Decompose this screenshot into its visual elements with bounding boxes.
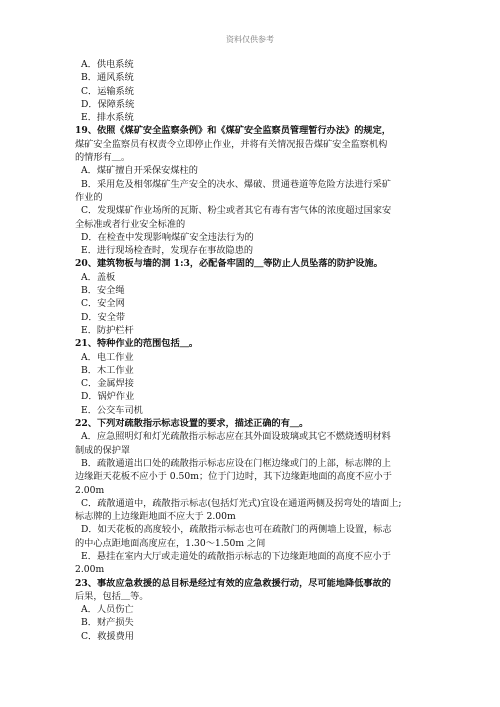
text-line: 2.00m <box>75 484 105 496</box>
question-line: 21、特种作业的范围包括＿。 <box>75 338 199 350</box>
option-line: A．人员伤亡 <box>81 604 134 616</box>
option-line: C．安全网 <box>81 298 125 310</box>
text-line: 的中心点距地面高度应在，1.30～1.50m 之间 <box>75 537 266 549</box>
option-line: B．通风系统 <box>81 72 134 84</box>
page-header: 资料仅供参考 <box>226 35 274 44</box>
option-line: C．疏散通道中，疏散指示标志(包括灯光式)宜设在通道两侧及拐弯处的墙面上; <box>81 497 402 509</box>
option-line: B．木工作业 <box>81 364 134 376</box>
text-line: 煤矿安全监察员有权责令立即停止作业，并将有关情况报告煤矿安全监察机构 <box>75 138 388 150</box>
option-line: B．疏散通道出口处的疏散指示标志应设在门框边缘或门的上部，标志牌的上 <box>81 457 391 469</box>
option-line: A．煤矿擅自开采保安煤柱的 <box>81 165 198 177</box>
option-line: E．悬挂在室内大厅或走道处的疏散指示标志的下边缘距地面的高度不应小于 <box>81 550 391 562</box>
text-line: 的情形有＿。 <box>75 152 131 164</box>
option-line: B．采用危及相邻煤矿生产安全的决水、爆破、贯通巷道等危险方法进行采矿 <box>81 178 391 190</box>
text-line: 2.00m <box>75 564 105 576</box>
option-line: B．财产损失 <box>81 617 134 629</box>
text-line: 作业的 <box>75 191 103 203</box>
option-line: D．安全带 <box>81 311 126 323</box>
option-line: D．保障系统 <box>81 98 135 110</box>
option-line: E．公交车司机 <box>81 404 143 416</box>
option-line: E．排水系统 <box>81 112 134 124</box>
option-line: A．电工作业 <box>81 351 134 363</box>
option-line: E．防护栏杆 <box>81 324 134 336</box>
text-line: 边缘距天花板不应小于 0.50m；位于门边时，其下边缘距地面的高度不应小于 <box>75 471 392 483</box>
option-line: D．如天花板的高度较小，疏散指示标志也可在疏散门的两侧墙上设置，标志 <box>81 524 392 536</box>
option-line: C．金属焊接 <box>81 378 134 390</box>
question-line: 23、事故应急救援的总目标是经过有效的应急救援行动，尽可能地降低事故的 <box>75 577 391 589</box>
document-body <box>75 58 435 643</box>
option-line: E．进行现场检查时，发现存在事故隐患的 <box>81 245 254 257</box>
question-line: 20、建筑物板与墙的洞 1:3，必配备牢固的＿等防止人员坠落的防护设施。 <box>75 258 383 270</box>
text-line: 制成的保护罩 <box>75 444 131 456</box>
text-line: 后果，包括＿等。 <box>75 590 149 602</box>
option-line: A．应急照明灯和灯光疏散指示标志应在其外面设玻璃或其它不燃烧透明材料 <box>81 431 391 443</box>
question-line: 22、下列对疏散指示标志设置的要求，描述正确的有＿。 <box>75 418 309 430</box>
option-line: B．安全绳 <box>81 285 125 297</box>
option-line: A．盖板 <box>81 271 116 283</box>
option-line: C．发现煤矿作业场所的瓦斯、粉尘或者其它有毒有害气体的浓度超过国家安 <box>81 205 392 217</box>
text-line: 标志牌的上边缘距地面不应大于 2.00m <box>75 511 236 523</box>
text-line: 全标准或者行业安全标准的 <box>75 218 186 230</box>
option-line: C．运输系统 <box>81 85 134 97</box>
option-line: D．锅炉作业 <box>81 391 135 403</box>
option-line: C．救援费用 <box>81 630 134 642</box>
option-line: A．供电系统 <box>81 59 134 70</box>
question-line: 19、依照《煤矿安全监察条例》和《煤矿安全监察员管理暂行办法》的规定， <box>75 125 391 137</box>
option-line: D．在检查中发现影响煤矿安全违法行为的 <box>81 231 254 243</box>
